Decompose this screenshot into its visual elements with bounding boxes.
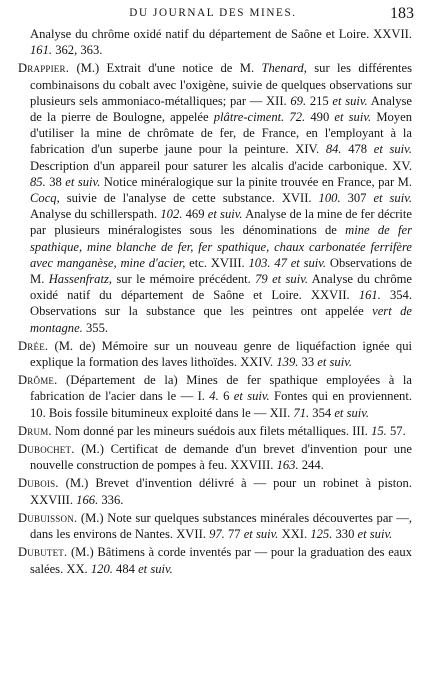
italic-text: 163. [276, 458, 299, 473]
entry-text: (M.) Brevet d'invention délivré à — pour un robinet à piston. XXVIII. [30, 476, 412, 507]
entry-text: Description d'un appareil pour saturer les alcalis d'acide carbonique. XV. [30, 158, 412, 173]
italic-text: mine de fer spathique, mine blanche de fer, fer spathique, chaux carbonatée ferrifère avec manganèse, mine d'acier, [30, 223, 413, 270]
entry-heading: Drappier. [18, 61, 70, 76]
italic-text: et suiv. [334, 110, 372, 125]
entry-heading: Dubutet. [18, 545, 68, 560]
entry-heading: Dubochet. [18, 442, 75, 457]
entry-text: Analyse de la mine de fer décrite par plusieurs minéralogistes sous les dénominations de [30, 207, 412, 238]
italic-text: et suiv. [334, 405, 370, 420]
italic-text: 69. [290, 93, 307, 108]
entry-text: XXI. [278, 527, 311, 542]
italic-text: et suiv. [317, 355, 353, 370]
italic-text: 102. [160, 207, 183, 222]
italic-text: 79 et suiv. [255, 272, 309, 287]
entry-text: 362, 363. [52, 43, 103, 58]
entry-heading: Dubuisson. [18, 510, 78, 525]
italic-text: 161. [30, 43, 53, 58]
index-entry [18, 510, 412, 542]
entry-text: Nom donné par les mineurs suédois aux filets métalliques. III. [51, 423, 372, 438]
entry-text: Fontes qui en proviennent. 10. Bois fossile bitumineux exploité dans le — XII. [30, 389, 412, 420]
entry-text: , sur le mémoire précédent. [108, 272, 256, 287]
entry-text: 469 [182, 207, 208, 222]
entry-text: 38 [45, 174, 66, 189]
entry-text: Analyse du chrôme oxidé natif du département de Saône et Loire. XXVII. [30, 27, 412, 41]
italic-text: plâtre-ciment. 72. [213, 110, 306, 125]
italic-text: 100. [318, 191, 341, 206]
entry-text: 330 [332, 527, 358, 542]
italic-text: et suiv. [357, 527, 393, 542]
italic-text: 15. [371, 423, 387, 438]
italic-text: et suiv. [233, 389, 270, 404]
page-number: 183 [390, 5, 414, 22]
italic-text: Cocq [30, 191, 57, 206]
italic-text: et suiv. [138, 561, 173, 576]
italic-text: 139. [276, 355, 299, 370]
italic-text: et suiv. [207, 207, 243, 222]
entry-text: 244. [298, 458, 324, 473]
italic-text: 120. [90, 561, 113, 576]
entry-text: Moyen d'utiliser la mine de chrômate de fer, de France, en l'employant à la fabrication d'un superbe jaune pour la peinture. XIV. [30, 110, 412, 157]
page-header [0, 6, 426, 28]
italic-text: Thenard [261, 61, 304, 76]
entry-heading: Dubois. [18, 476, 59, 491]
entry-text: 354. Observations sur la substance que les peintres ont appelée [30, 288, 413, 319]
entry-text: Analyse du chrôme oxidé natif du département de Saône et Loire. XXVII. [30, 272, 412, 303]
entry-text: etc. XVIII. [185, 255, 249, 270]
entry-text: Observations de M. [30, 255, 413, 287]
entry-text: Notice minéralogique sur la pinite trouvée en France, par M. [100, 174, 412, 189]
entry-text: 6 [218, 389, 234, 404]
entry-text: Analyse de la pierre de Boulogne, appelée [30, 93, 412, 125]
italic-text: et suiv. [65, 174, 101, 189]
index-entry [18, 372, 412, 421]
italic-text: et suiv. [332, 93, 368, 108]
entry-text: 484 [112, 561, 139, 576]
italic-text: 84. [325, 142, 342, 157]
index-entry [18, 26, 412, 58]
italic-text: 71. [293, 405, 310, 420]
entry-heading: Drôme. [18, 373, 58, 388]
italic-text: 166. [76, 492, 99, 507]
entry-text: Analyse du schillerspath. [30, 207, 161, 222]
italic-text: et suiv. [373, 191, 413, 206]
entry-text: 307 [340, 191, 374, 206]
italic-text: et suiv. [243, 527, 279, 542]
index-entry [18, 475, 412, 507]
italic-text: et suiv. [373, 142, 412, 157]
italic-text: 97. [209, 527, 225, 542]
entry-text: (M.) Note sur quelques substances minérales découvertes par —, dans les environs de Nantes. XVII. [30, 510, 412, 542]
entry-text: (M. de) Mémoire sur un nouveau genre de liquéfaction ignée qui explique la formation des laves lithoïdes. XXIV. [30, 338, 412, 370]
entry-text: 355. [82, 320, 109, 335]
entry-text: 57. [386, 423, 406, 438]
italic-text: 4. [209, 389, 219, 404]
entry-text: 478 [341, 142, 374, 157]
entry-heading: Drée. [18, 338, 49, 353]
entry-text: , sur les différentes combinaisons du cobalt avec l'oxigène, suivie de quelques observations sur plusieurs sels ammoniaco-métalliques; par — XII. [30, 61, 413, 108]
entry-text: 215 [306, 93, 333, 108]
index-entry [18, 60, 412, 335]
entry-text: , suivie de l'analyse de cette substance. XVII. [56, 191, 319, 206]
index-entry [18, 441, 412, 473]
italic-text: 125. [310, 527, 333, 542]
index-entry [18, 338, 412, 370]
entry-text: (M.) Extrait d'une notice de M. [69, 61, 262, 76]
entry-text: 33 [298, 355, 318, 370]
entry-text: (M.) Bâtimens à corde inventés par — pour la graduation des eaux salées. XX. [30, 545, 412, 576]
index-entry [18, 423, 412, 439]
running-head: DU JOURNAL DES MINES. [129, 7, 297, 19]
entry-text: 336. [98, 492, 124, 507]
italic-text: 85. [30, 174, 46, 189]
index-entry [18, 544, 412, 576]
entry-text: 77 [224, 527, 244, 542]
entry-text: 490 [305, 110, 335, 125]
italic-text: 103. 47 et suiv. [248, 255, 327, 270]
index-entries [18, 26, 412, 579]
italic-text: 161. [358, 288, 381, 303]
entry-text: (Département de la) Mines de fer spathique employées à la fabrication de l'acier dans le — I. [30, 373, 412, 404]
italic-text: Hassenfratz [48, 272, 109, 287]
italic-text: vert de montagne. [30, 304, 412, 335]
entry-heading: Drum. [18, 423, 52, 438]
entry-text: (M.) Certificat de demande d'un brevet d'invention pour une nouvelle construction de pompes à feu. XXVIII. [30, 442, 412, 473]
entry-text: 354 [309, 405, 335, 420]
